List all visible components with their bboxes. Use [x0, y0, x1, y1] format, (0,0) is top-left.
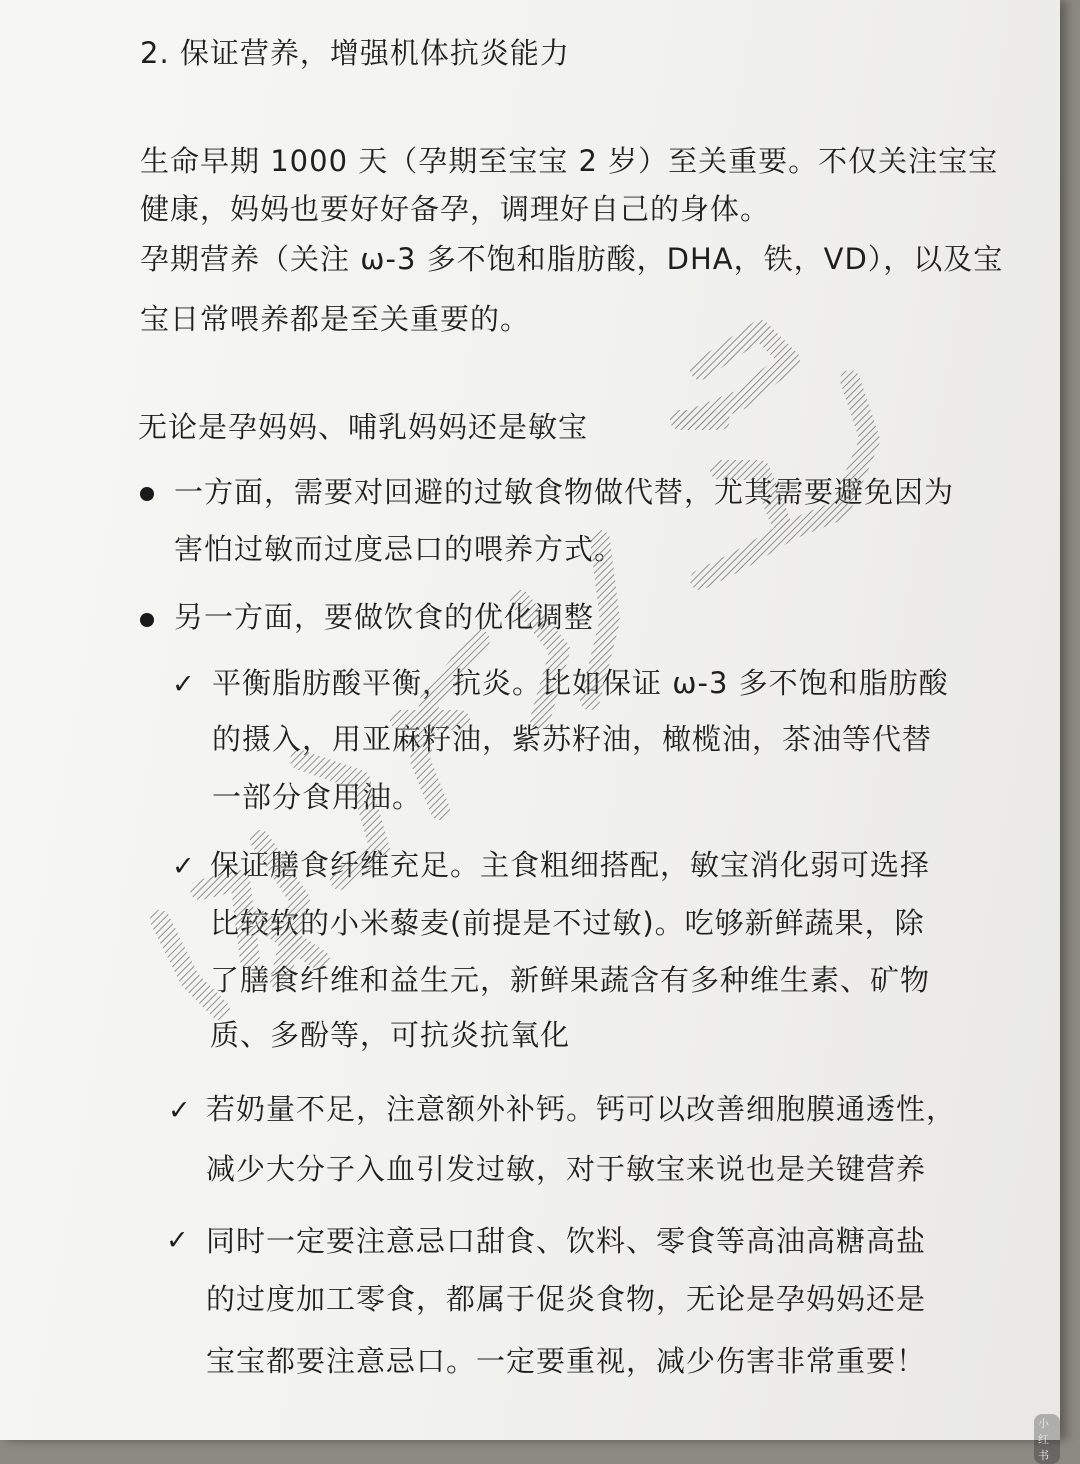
section-heading: 2. 保证营养，增强机体抗炎能力 — [140, 36, 570, 70]
intro-line: 健康，妈妈也要好好备孕，调理好自己的身体。 — [140, 192, 771, 226]
checkmark-icon: ✓ — [168, 1095, 191, 1126]
check-line: 同时一定要注意忌口甜食、饮料、零食等高油高糖高盐 — [206, 1224, 927, 1258]
check-line: 比较软的小米藜麦(前提是不过敏)。吃够新鲜蔬果，除 — [210, 906, 925, 940]
check-line: 质、多酚等，可抗炎抗氧化 — [210, 1018, 571, 1052]
check-line: 减少大分子入血引发过敏，对于敏宝来说也是关键营养 — [206, 1152, 927, 1186]
checkmark-icon: ✓ — [172, 669, 195, 700]
check-line: 若奶量不足，注意额外补钙。钙可以改善细胞膜通透性， — [206, 1092, 957, 1126]
check-line: 平衡脂肪酸平衡，抗炎。比如保证 ω-3 多不饱和脂肪酸 — [212, 666, 949, 700]
lead-text: 无论是孕妈妈、哺乳妈妈还是敏宝 — [138, 410, 589, 444]
intro-line: 孕期营养（关注 ω-3 多不饱和脂肪酸，DHA，铁，VD），以及宝 — [140, 242, 1004, 276]
check-line: 一部分食用油。 — [212, 780, 423, 814]
bullet-line: 另一方面，要做饮食的优化调整 — [174, 600, 595, 634]
bullet-line: 一方面，需要对回避的过敏食物做代替，尤其需要避免因为 — [174, 475, 955, 509]
checkmark-icon: ✓ — [172, 851, 195, 882]
watermark-badge: 小红书 — [1034, 1414, 1060, 1464]
checkmark-icon: ✓ — [166, 1225, 189, 1256]
check-line: 的摄入，用亚麻籽油，紫苏籽油，橄榄油，茶油等代替 — [212, 722, 933, 756]
check-line: 保证膳食纤维充足。主食粗细搭配，敏宝消化弱可选择 — [210, 848, 931, 882]
check-line: 的过度加工零食，都属于促炎食物，无论是孕妈妈还是 — [206, 1282, 927, 1316]
intro-line: 宝日常喂养都是至关重要的。 — [140, 302, 531, 336]
bullet-dot-icon — [140, 613, 154, 627]
check-line: 了膳食纤维和益生元，新鲜果蔬含有多种维生素、矿物 — [210, 963, 931, 997]
bullet-line: 害怕过敏而过度忌口的喂养方式。 — [174, 532, 625, 566]
intro-line: 生命早期 1000 天（孕期至宝宝 2 岁）至关重要。不仅关注宝宝 — [140, 144, 999, 178]
check-line: 宝宝都要注意忌口。一定要重视，减少伤害非常重要！ — [206, 1344, 927, 1378]
bullet-dot-icon — [140, 487, 154, 501]
